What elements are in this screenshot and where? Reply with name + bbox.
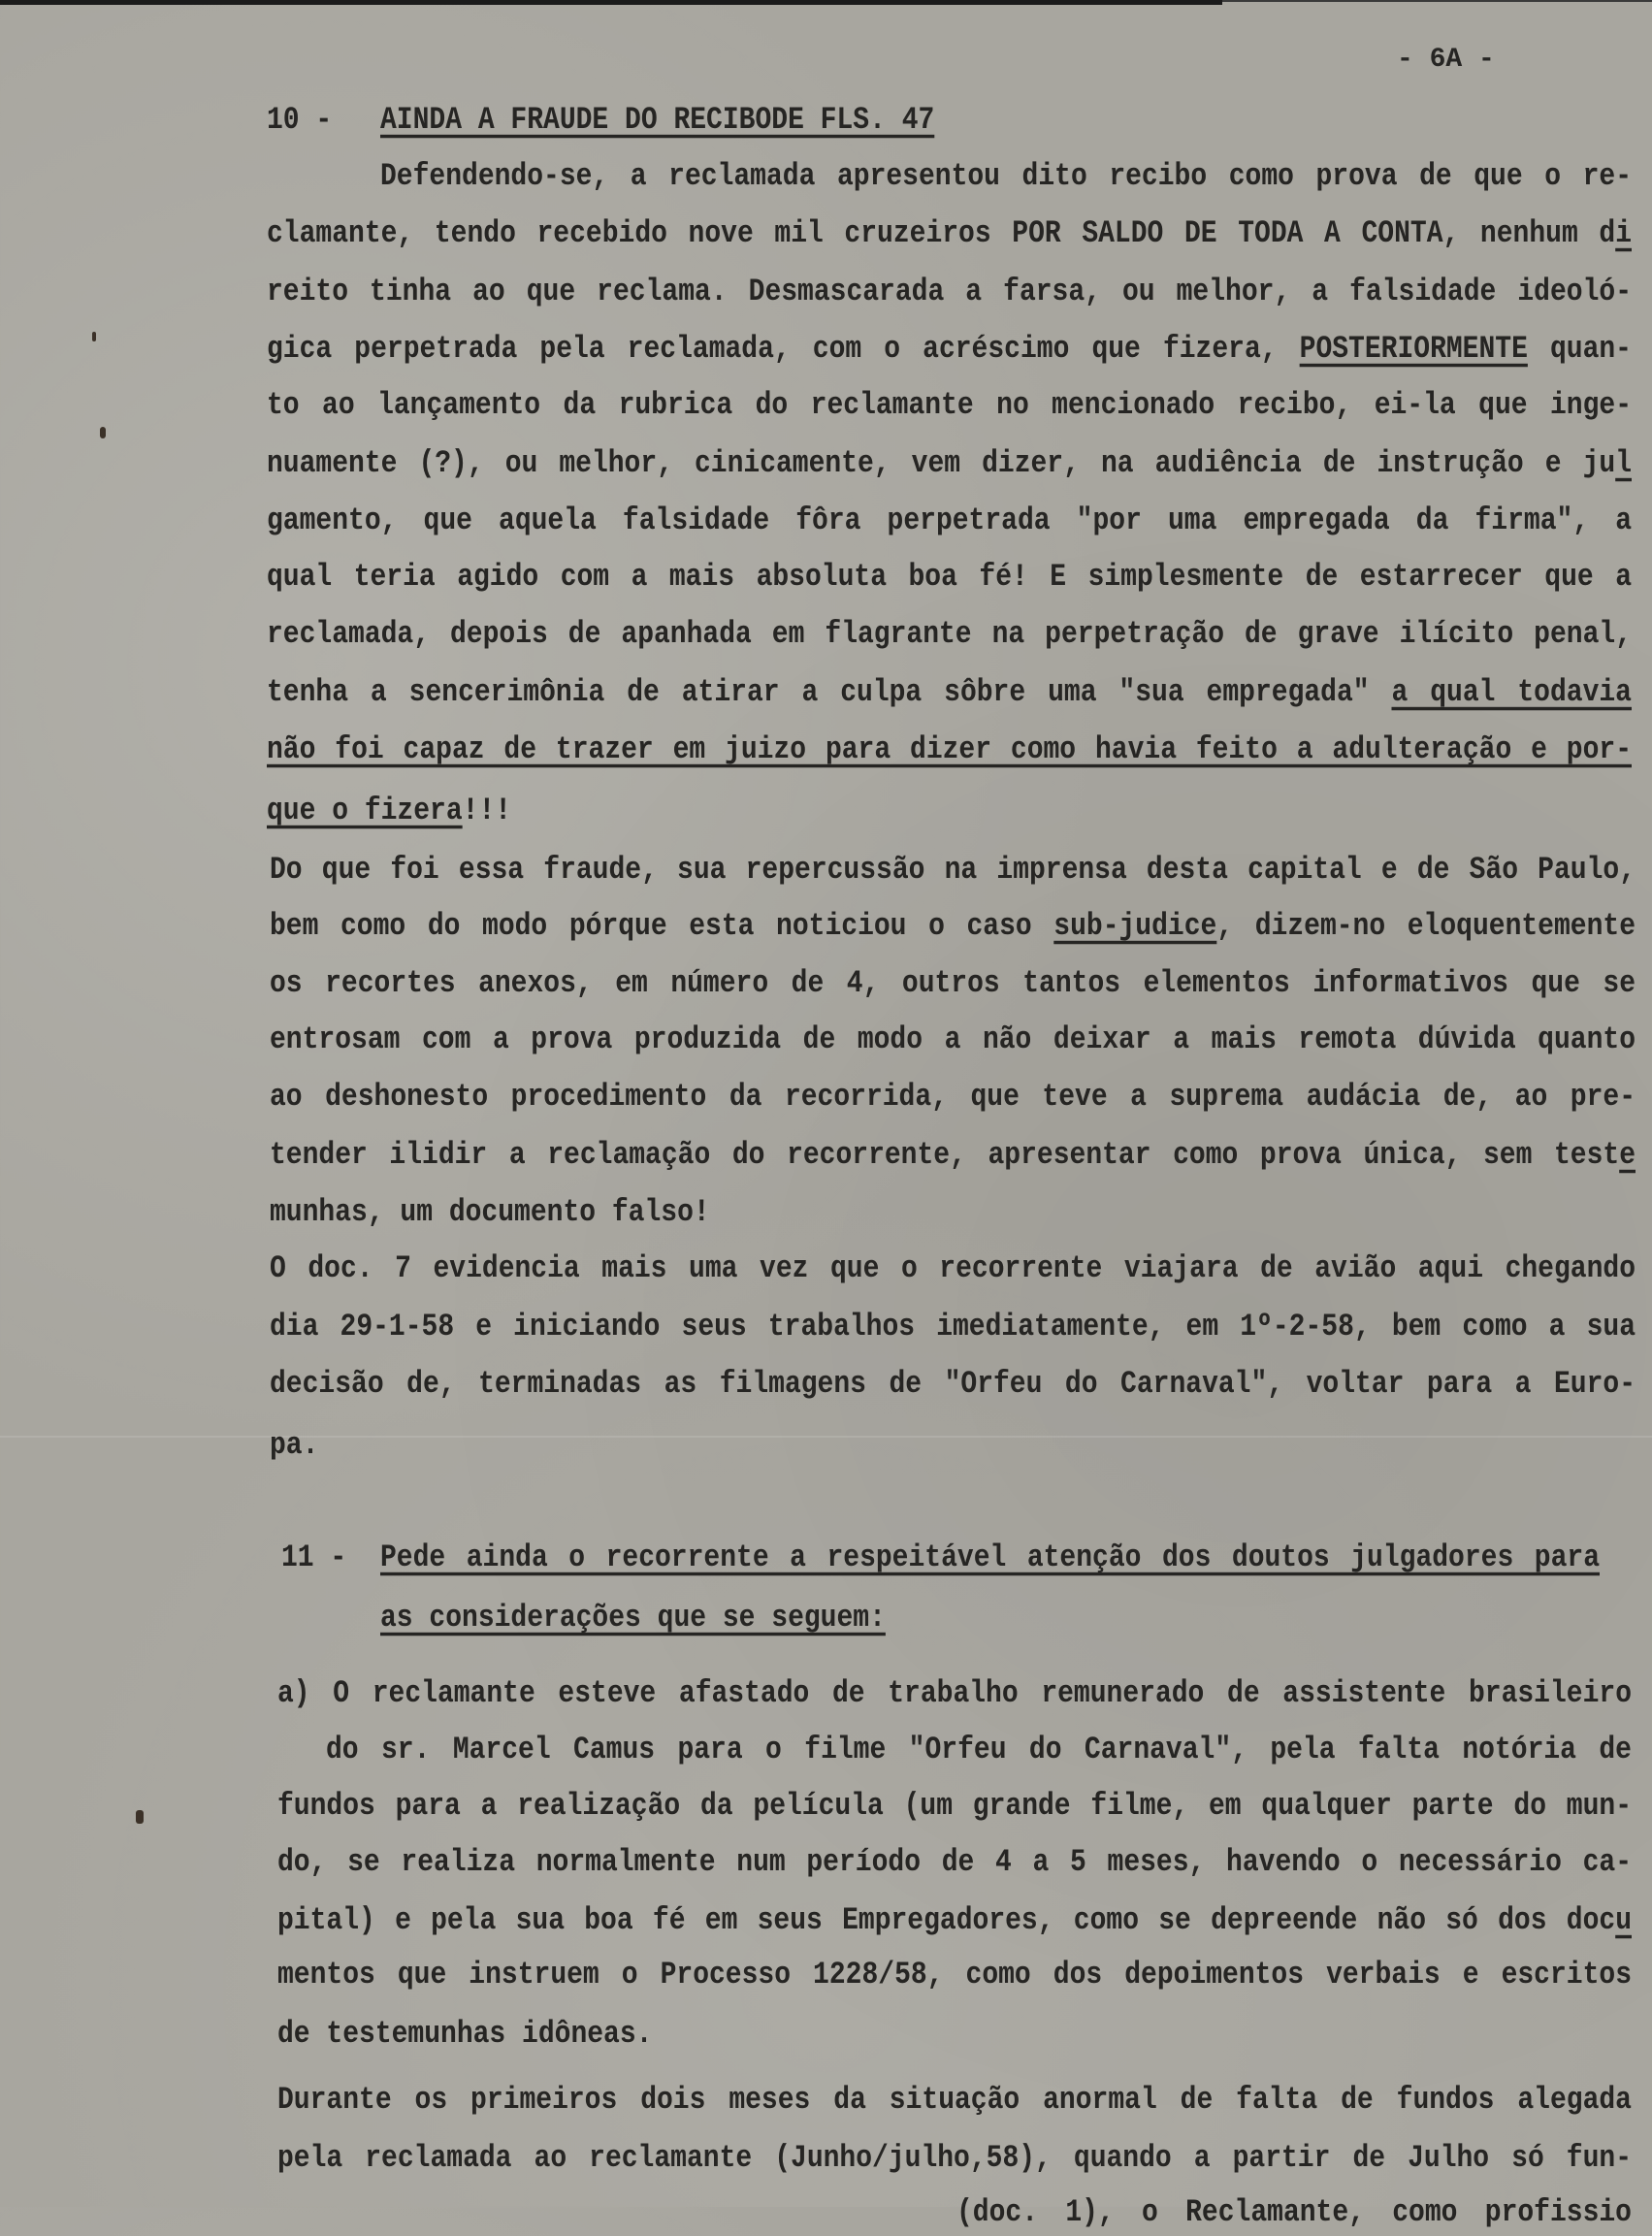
underlined-text: POSTERIORMENTE [1299, 332, 1528, 368]
text-line: de testemunhas idôneas. [277, 2017, 653, 2053]
text-line: mentos que instruem o Processo 1228/58, como dos depoimentos verbais e escritos [277, 1958, 1632, 1993]
text-line: munhas, um documento falso! [270, 1195, 710, 1231]
text-line: os recortes anexos, em número de 4, outros tantos elementos informativos que se [270, 966, 1636, 1002]
text-line: pa. [270, 1428, 319, 1464]
underlined-text: que o fizera [267, 794, 463, 829]
text-line: clamante, tendo recebido nove mil cruzeiros POR SALDO DE TODA A CONTA, nenhum di [267, 216, 1632, 252]
text-line: gica perpetrada pela reclamada, com o acréscimo que fizera, POSTERIORMENTE quan- [267, 332, 1632, 368]
underlined-text: Pede ainda o recorrente a respeitável atenção dos doutos julgadores para [380, 1540, 1600, 1576]
underlined-text: l [1615, 446, 1632, 482]
underlined-text: i [1615, 216, 1632, 252]
underlined-text: AINDA A FRAUDE DO RECIBODE FLS. 47 [380, 103, 935, 139]
text-line: a) O reclamante esteve afastado de trabalho remunerado de assistente brasileiro [277, 1676, 1632, 1712]
text-line: tender ilidir a reclamação do recorrente, apresentar como prova única, sem teste [270, 1138, 1636, 1174]
text-line: gamento, que aquela falsidade fôra perpetrada "por uma empregada da firma", a [267, 503, 1632, 539]
underlined-text: não foi capaz de trazer em juizo para dizer como havia feito a adulteração e por- [267, 732, 1632, 768]
text-line [380, 1597, 912, 1641]
underlined-text: as considerações que se seguem: [380, 1601, 886, 1636]
text-line: do, se realiza normalmente num período de 4 a 5 meses, havendo o necessário ca- [277, 1845, 1632, 1881]
text-line: Durante os primeiros dois meses da situação anormal de falta de fundos alegada [277, 2083, 1632, 2119]
underlined-text: sub-judice [1053, 909, 1217, 945]
text-line: que o fizera!!! [267, 794, 512, 829]
text-line: to ao lançamento da rubrica do reclamante no mencionado recibo, ei-la que inge- [267, 388, 1632, 424]
text-line [267, 729, 1632, 773]
text-line: entrosam com a prova produzida de modo a não deixar a mais remota dúvida quanto [270, 1022, 1636, 1058]
page-number: - 6A - [1397, 45, 1495, 75]
text-line: ao deshonesto procedimento da recorrida, que teve a suprema audácia de, ao pre- [270, 1080, 1636, 1116]
section-number: 11 - [281, 1540, 347, 1576]
text-line: tenha a sencerimônia de atirar a culpa sôbre uma "sua empregada" a qual todavia [267, 675, 1632, 711]
text-line: decisão de, terminadas as filmagens de "Orfeu do Carnaval", voltar para a Euro- [270, 1367, 1636, 1403]
paper-fold [0, 1436, 1652, 1438]
text-line: bem como do modo pórque esta noticiou o caso sub-judice, dizem-no eloquentemente [270, 909, 1636, 945]
underlined-text: e [1619, 1138, 1636, 1174]
text-line [380, 1537, 1600, 1581]
underlined-text: u [1615, 1903, 1632, 1939]
text-line: pital) e pela sua boa fé em seus Empregadores, como se depreende não só dos docu [277, 1903, 1632, 1939]
text-line: nuamente (?), ou melhor, cinicamente, vem dizer, na audiência de instrução e jul [267, 446, 1632, 482]
paper-speck [92, 332, 96, 341]
paragraph-line: Defendendo-se, a reclamada apresentou dito recibo como prova de que o re- [380, 159, 1632, 195]
text-line: qual teria agido com a mais absoluta boa fé! E simplesmente de estarrecer que a [267, 560, 1632, 596]
text-line: Do que foi essa fraude, sua repercussão na imprensa desta capital e de São Paulo, [270, 853, 1636, 889]
paper-speck [136, 1810, 144, 1824]
text-line: reclamada, depois de apanhada em flagrante na perpetração de grave ilícito penal, [267, 617, 1632, 653]
text-line: pela reclamada ao reclamante (Junho/julho,58), quando a partir de Julho só fun- [277, 2141, 1632, 2177]
text-line: (doc. 1), o Reclamante, como profissio [956, 2195, 1632, 2231]
section-number: 10 - [267, 103, 333, 139]
text-line: reito tinha ao que reclama. Desmascarada a farsa, ou melhor, a falsidade ideoló- [267, 275, 1632, 310]
text-line: dia 29-1-58 e iniciando seus trabalhos imediatamente, em 1º-2-58, bem como a sua [270, 1310, 1636, 1345]
text-line: fundos para a realização da película (um grande filme, em qualquer parte do mun- [277, 1789, 1632, 1825]
text-line: O doc. 7 evidencia mais uma vez que o recorrente viajara de avião aqui chegando [270, 1251, 1636, 1287]
text-line [380, 99, 956, 144]
paper-speck [100, 427, 106, 438]
scan-edge-bar [0, 0, 1222, 5]
underlined-text: a qual todavia [1391, 675, 1632, 711]
text-line: do sr. Marcel Camus para o filme "Orfeu do Carnaval", pela falta notória de [326, 1733, 1632, 1768]
